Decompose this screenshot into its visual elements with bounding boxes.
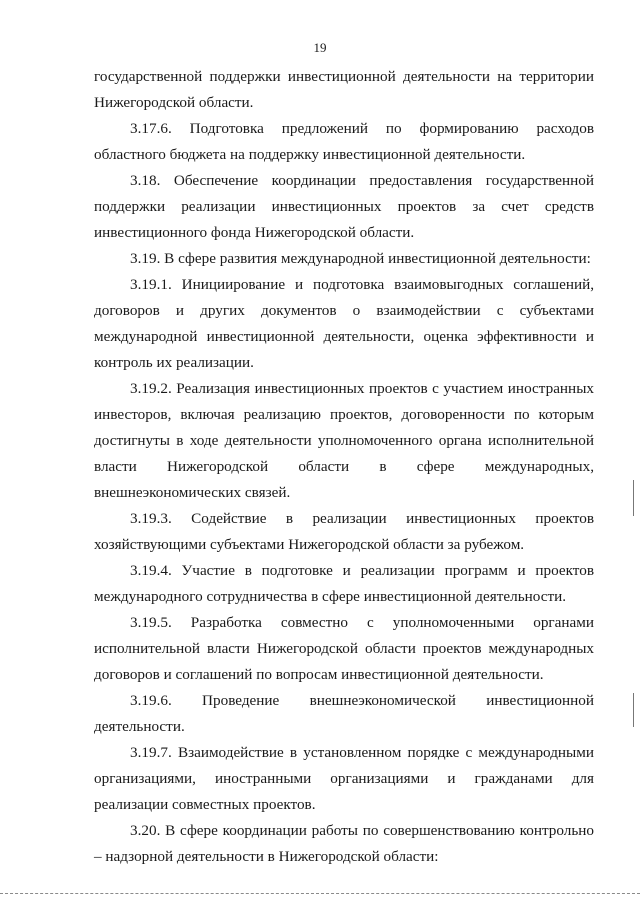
paragraph-3-19-4: 3.19.4. Участие в подготовке и реализации программ и проектов международного сотрудничества в сфере инвестиционной деятельности.: [94, 562, 594, 605]
paragraph-3-19-5: 3.19.5. Разработка совместно с уполномоченными органами исполнительной власти Нижегородской области проектов международных договоров и соглашений по вопросам инвестиционной деятельности.: [94, 614, 594, 683]
paragraph-3-19-7: 3.19.7. Взаимодействие в установленном порядке с международными организациями, иностранными организациями и гражданами для реализации совместных проектов.: [94, 744, 594, 813]
paragraph-3-18: 3.18. Обеспечение координации предоставления государственной поддержки реализации инвестиционных проектов за счет средств инвестиционного фонда Нижегородской области.: [94, 172, 594, 241]
scan-edge-mark: [633, 693, 634, 727]
paragraph-3-19: 3.19. В сфере развития международной инвестиционной деятельности:: [130, 250, 591, 267]
page-bottom-rule: [0, 893, 640, 894]
document-body: [94, 64, 594, 870]
paragraph-continuation: государственной поддержки инвестиционной деятельности на территории Нижегородской области.: [94, 68, 594, 111]
paragraph-3-19-2: 3.19.2. Реализация инвестиционных проектов с участием иностранных инвесторов, включая реализацию проектов, договоренности по которым достигнуты в ходе деятельности уполномоченного органа исполнительной власти Нижегородской области в сфере международных, внешнеэкономических связей.: [94, 380, 594, 501]
paragraph-3-19-3: 3.19.3. Содействие в реализации инвестиционных проектов хозяйствующими субъектами Нижегородской области за рубежом.: [94, 510, 594, 553]
paragraph-3-20: 3.20. В сфере координации работы по совершенствованию контрольно – надзорной деятельности в Нижегородской области:: [94, 822, 594, 865]
paragraph-3-19-1: 3.19.1. Инициирование и подготовка взаимовыгодных соглашений, договоров и других документов о взаимодействии с субъектами международной инвестиционной деятельности, оценка эффективности и контроль их реализации.: [94, 276, 594, 371]
paragraph-3-19-6: 3.19.6. Проведение внешнеэкономической инвестиционной деятельности.: [94, 692, 594, 735]
page-number: 19: [313, 40, 327, 55]
scan-edge-mark: [633, 480, 634, 516]
paragraph-3-17-6: 3.17.6. Подготовка предложений по формированию расходов областного бюджета на поддержку инвестиционной деятельности.: [94, 120, 594, 163]
